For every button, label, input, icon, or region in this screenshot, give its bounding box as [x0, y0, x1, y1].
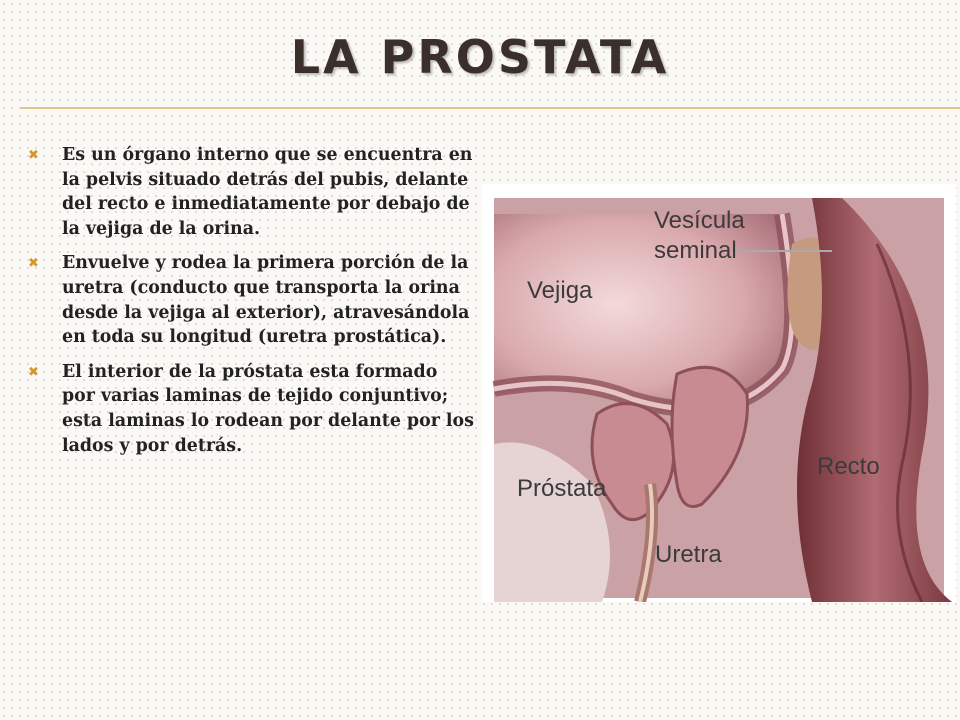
- anatomy-drawing: [482, 184, 956, 602]
- x-bullet-icon: ✖: [28, 256, 39, 272]
- label-prostata: Próstata: [517, 475, 607, 502]
- bullet-item: [24, 360, 474, 458]
- slide-title: LA PROSTATA: [290, 30, 670, 84]
- label-uretra: Uretra: [655, 541, 722, 568]
- label-vesicula-line1: Vesícula: [654, 207, 745, 234]
- bullet-item: [24, 251, 474, 349]
- bullet-list: [24, 143, 474, 468]
- label-vejiga: Vejiga: [527, 277, 593, 304]
- title-divider: [20, 107, 960, 109]
- label-vesicula-line2: seminal: [654, 237, 737, 264]
- x-bullet-icon: ✖: [28, 364, 39, 380]
- bullet-text: El interior de la próstata esta formado por varias laminas de tejido conjuntivo; esta laminas lo rodean por delante por los lados y por detrás.: [62, 361, 474, 456]
- bullet-text: Envuelve y rodea la primera porción de la uretra (conducto que transporta la orina desde la vejiga al exterior), atravesándola en toda su longitud (uretra prostática).: [62, 253, 470, 348]
- label-recto: Recto: [817, 453, 880, 480]
- bullet-item: [24, 143, 474, 241]
- x-bullet-icon: ✖: [28, 148, 39, 163]
- bullet-text: Es un órgano interno que se encuentra en la pelvis situado detrás del pubis, delante del recto e inmediatamente por debajo de la vejiga de la orina.: [62, 145, 473, 239]
- prostate-anatomy-illustration: [482, 184, 956, 602]
